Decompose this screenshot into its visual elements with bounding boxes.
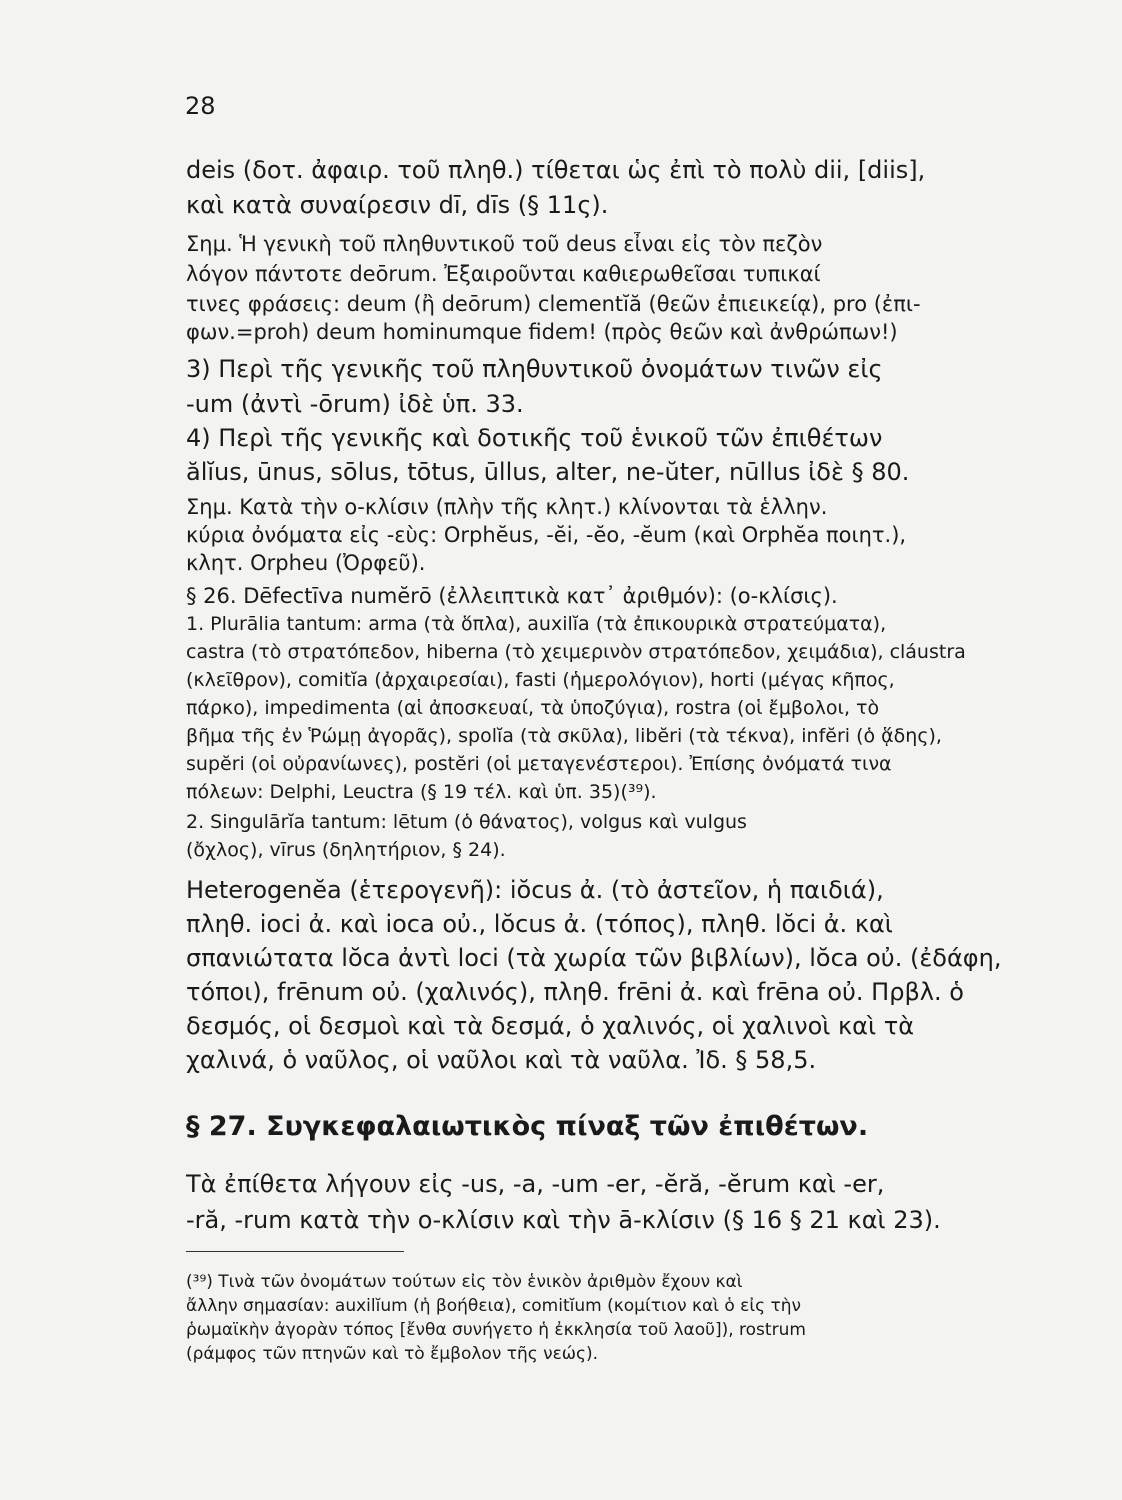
text-line: 3) Περὶ τῆς γενικῆς τοῦ πληθυντικοῦ ὀνομάτων τινῶν εἰς bbox=[186, 355, 883, 383]
text-line: Heterogenĕa (ἑτερογενῆ): iŏcus ἀ. (τὸ ἀστεῖον, ἡ παιδιά), bbox=[186, 876, 884, 904]
note-line: κύρια ὀνόματα εἰς -εὺς: Orphĕus, -ĕi, -ĕo, -ĕum (καὶ Orphĕa ποιητ.), bbox=[186, 523, 907, 547]
note-line: Σημ. Κατὰ τὴν ο-κλίσιν (πλὴν τῆς κλητ.) κλίνονται τὰ ἑλλην. bbox=[186, 495, 828, 519]
note-line: λόγον πάντοτε deōrum. Ἐξαιροῦνται καθιερωθεῖσαι τυπικαί bbox=[186, 262, 821, 286]
note-line: castra (τὸ στρατόπεδον, hiberna (τὸ χειμερινὸν στρατόπεδον, χειμάδια), cláustra bbox=[186, 641, 966, 663]
footnote-line: ἄλλην σημασίαν: auxilĭum (ἡ βοήθεια), comitĭum (κομίτιον καὶ ὁ εἰς τὴν bbox=[186, 1296, 801, 1316]
text-line: deis (δοτ. ἀφαιρ. τοῦ πληθ.) τίθεται ὡς ἐπὶ τὸ πολὺ dii, [diis], bbox=[186, 156, 926, 184]
text-line: χαλινά, ὁ ναῦλος, οἱ ναῦλοι καὶ τὰ ναῦλα. Ἰδ. § 58,5. bbox=[186, 1046, 817, 1074]
text-line: 4) Περὶ τῆς γενικῆς καὶ δοτικῆς τοῦ ἑνικοῦ τῶν ἐπιθέτων bbox=[186, 424, 883, 452]
section-26-body bbox=[186, 0, 1046, 1500]
note-line: φων.=proh) deum hominumque fidem! (πρὸς θεῶν καὶ ἀνθρώπων!) bbox=[186, 320, 898, 344]
text-line: δεσμός, οἱ δεσμοὶ καὶ τὰ δεσμά, ὁ χαλινός, οἱ χαλινοὶ καὶ τὰ bbox=[186, 1012, 915, 1040]
footnote-line: (³⁹) Τινὰ τῶν ὀνομάτων τούτων εἰς τὸν ἑνικὸν ἀριθμὸν ἔχουν καὶ bbox=[186, 1272, 743, 1292]
note-line: (κλεῖθρον), comitĭa (ἀρχαιρεσίαι), fasti (ἡμερολόγιον), horti (μέγας κῆπος, bbox=[186, 669, 895, 691]
note-line: πάρκο), impedimenta (αἱ ἀποσκευαί, τὰ ὑποζύγια), rostra (οἱ ἔμβολοι, τὸ bbox=[186, 697, 880, 719]
page-number: 28 bbox=[185, 92, 216, 120]
note-line: βῆμα τῆς ἐν Ῥώμῃ ἀγορᾶς), spolĭa (τὰ σκῦλα), libĕri (τὰ τέκνα), infĕri (ὁ ᾅδης), bbox=[186, 725, 942, 747]
text-line: σπανιώτατα lŏca ἀντὶ loci (τὰ χωρία τῶν βιβλίων), lŏca οὐ. (ἐδάφη, bbox=[186, 944, 1002, 972]
note-line: supĕri (οἱ οὐρανίωνες), postĕri (οἱ μεταγενέστεροι). Ἐπίσης ὀνόματά τινα bbox=[186, 753, 892, 775]
note-line: Σημ. Ἡ γενικὴ τοῦ πληθυντικοῦ τοῦ deus εἶναι εἰς τὸν πεζὸν bbox=[186, 232, 823, 256]
note-line: κλητ. Orpheu (Ὀρφεῦ). bbox=[186, 551, 426, 575]
text-line: -ră, -rum κατὰ τὴν ο-κλίσιν καὶ τὴν ā-κλίσιν (§ 16 § 21 καὶ 23). bbox=[186, 1206, 941, 1234]
text-line: -um (ἀντὶ -ōrum) ἰδὲ ὑπ. 33. bbox=[186, 390, 524, 418]
text-line: καὶ κατὰ συναίρεσιν dī, dīs (§ 11ς). bbox=[186, 191, 609, 219]
text-line: πληθ. ioci ἀ. καὶ ioca οὐ., lŏcus ἀ. (τόπος), πληθ. lŏci ἀ. καὶ bbox=[186, 910, 893, 938]
text-line: ălĭus, ūnus, sōlus, tōtus, ūllus, alter, ne-ŭter, nūllus ἰδὲ § 80. bbox=[186, 458, 910, 486]
note-line: τινες φράσεις: deum (ἢ deōrum) clementĭă (θεῶν ἐπιεικείᾳ), pro (ἐπι- bbox=[186, 292, 921, 316]
section-27-heading: § 27. Συγκεφαλαιωτικὸς πίναξ τῶν ἐπιθέτων. bbox=[186, 1111, 869, 1142]
subsection-line: § 26. Dēfectīva numĕrō (ἐλλειπτικὰ κατ᾽ ἀριθμόν): (ο-κλίσις). bbox=[186, 584, 838, 608]
text-line: τόποι), frēnum οὐ. (χαλινός), πληθ. frēni ἀ. καὶ frēna οὐ. Πρβλ. ὁ bbox=[186, 978, 964, 1006]
footnote-line: ῥωμαϊκὴν ἀγορὰν τόπος [ἔνθα συνήγετο ἡ ἐκκλησία τοῦ λαοῦ]), rostrum bbox=[186, 1320, 806, 1340]
footnote-line: (ράμφος τῶν πτηνῶν καὶ τὸ ἔμβολον τῆς νεώς). bbox=[186, 1344, 599, 1364]
footnote-divider bbox=[186, 1251, 404, 1252]
note-line: 1. Plurālia tantum: arma (τὰ ὅπλα), auxilĭa (τὰ ἐπικουρικὰ στρατεύματα), bbox=[186, 613, 887, 635]
note-line: 2. Singulārĭa tantum: lētum (ὁ θάνατος), volgus καὶ vulgus bbox=[186, 811, 747, 833]
note-line: πόλεων: Delphi, Leuctra (§ 19 τέλ. καὶ ὑπ. 35)(³⁹). bbox=[186, 781, 657, 803]
note-line: (ὄχλος), vīrus (δηλητήριον, § 24). bbox=[186, 839, 506, 861]
text-line: Τὰ ἐπίθετα λήγουν εἰς -us, -a, -um -er, -ĕră, -ĕrum καὶ -er, bbox=[186, 1170, 885, 1198]
